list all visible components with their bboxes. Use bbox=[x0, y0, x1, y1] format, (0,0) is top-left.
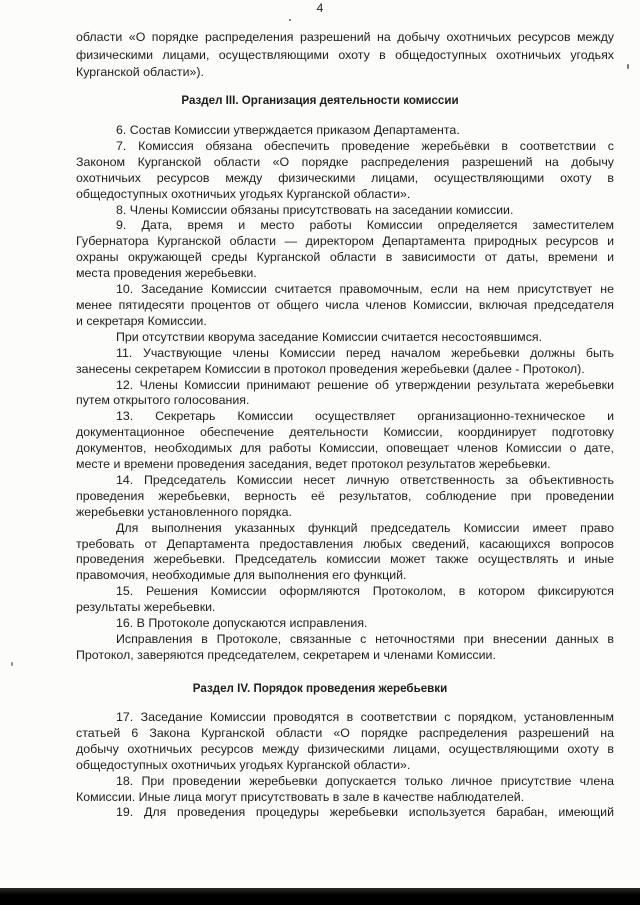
paragraph-10 bbox=[76, 282, 614, 330]
scan-speck bbox=[11, 662, 13, 666]
section-4-body bbox=[76, 710, 614, 821]
text-line: Для выполнения указанных функций председатель Комиссии имеет право bbox=[116, 520, 614, 535]
paragraph-quorum bbox=[76, 330, 614, 346]
text-line: охраны окружающей среды Курганской области в зависимости от даты, времени и bbox=[76, 250, 614, 265]
text-line: Исправления в Протоколе, связанные с неточностями при внесении данных в bbox=[116, 632, 614, 646]
paragraph-14 bbox=[76, 473, 614, 521]
paragraph-13 bbox=[76, 409, 614, 473]
text-line: менее пятидесяти процентов от общего числа членов Комиссии, включая председателя bbox=[76, 297, 614, 312]
text-line: статьей 6 Закона Курганской области «О порядке распределения разрешений на bbox=[76, 725, 614, 740]
text-line: путем открытого голосования. bbox=[76, 393, 250, 408]
text-line: 19. Для проведения процедуры жеребьевки используется барабан, имеющий bbox=[116, 805, 614, 820]
paragraph-15 bbox=[76, 584, 614, 616]
text-line: правомочия, необходимые для выполнения его функций. bbox=[76, 568, 407, 583]
text-line: Протокол, заверяются председателем, секретарем и членами Комиссии. bbox=[76, 647, 496, 662]
paragraph-17 bbox=[76, 710, 614, 774]
text-line: 15. Решения Комиссии оформляются Протоколом, в котором фиксируются bbox=[116, 584, 614, 599]
text-line: 16. В Протоколе допускаются исправления. bbox=[116, 616, 368, 631]
text-line: 13. Секретарь Комиссии осуществляет организационно-техническое и bbox=[116, 409, 614, 424]
text-line: общедоступных охотничьих угодьях Курганской области». bbox=[76, 757, 411, 772]
text-line: области «О порядке распределения разрешений на добычу охотничьих ресурсов между bbox=[76, 30, 614, 44]
paragraph-corrections bbox=[76, 632, 614, 664]
text-line: и секретаря Комиссии. bbox=[76, 313, 207, 328]
text-line: 9. Дата, время и место работы Комиссии определяется заместителем bbox=[116, 218, 614, 233]
page-number: 4 bbox=[316, 1, 324, 15]
text-line: жеребьевки установленного порядка. bbox=[76, 504, 292, 519]
text-line: Губернатора Курганской области — директором Департамента природных ресурсов и bbox=[76, 234, 614, 249]
text-line: занесены секретарем Комиссии в протокол проведения жеребьевки (далее - Протокол). bbox=[76, 361, 585, 376]
text-line: общедоступных охотничьих угодьях Курганской области». bbox=[76, 186, 411, 201]
section-3-body bbox=[76, 123, 614, 664]
text-line: документов, необходимых для работы Комиссии, оповещает членов Комиссии о дате, bbox=[76, 441, 614, 456]
text-line: места проведения жеребьевки. bbox=[76, 266, 257, 281]
paragraph-19 bbox=[76, 805, 614, 821]
paragraph-8 bbox=[76, 203, 614, 219]
text-line: 11. Участвующие члены Комиссии перед началом жеребьевки должны быть bbox=[116, 345, 614, 360]
paragraph-18 bbox=[76, 774, 614, 806]
paragraph-6 bbox=[76, 123, 614, 139]
text-line: 6. Состав Комиссии утверждается приказом Департамента. bbox=[116, 123, 460, 137]
scan-speck bbox=[289, 19, 291, 21]
text-line: требовать от Департамента предоставления любых сведений, касающихся вопросов bbox=[76, 536, 614, 551]
text-line: 7. Комиссия обязана обеспечить проведение жеребьёвки в соответствии с bbox=[116, 138, 614, 153]
text-line: месте и времени проведения заседания, ведет протокол результатов жеребьевки. bbox=[76, 457, 551, 472]
text-line: Законом Курганской области «О порядке распределения разрешений на добычу bbox=[76, 154, 614, 169]
text-line: документационное обеспечение деятельности Комиссии, координирует подготовку bbox=[76, 425, 614, 440]
text-line: 18. При проведении жеребьевки допускается только личное присутствие члена bbox=[116, 773, 614, 788]
text-line: добычу охотничьих ресурсов между физическими лицами, осуществляющими охоту в bbox=[76, 741, 614, 756]
text-line: 10. Заседание Комиссии считается правомочным, если на нем присутствует не bbox=[116, 282, 614, 297]
text-line: 8. Члены Комиссии обязаны присутствовать на заседании комиссии. bbox=[116, 202, 514, 217]
paragraph-16 bbox=[76, 616, 614, 632]
paragraph-9 bbox=[76, 218, 614, 282]
paragraph-chairman-powers bbox=[76, 521, 614, 585]
text-line: 14. Председатель Комиссии несет личную ответственность за объективность bbox=[116, 472, 614, 487]
text-line: 12. Члены Комиссии принимают решение об утверждении результата жеребьевки bbox=[116, 377, 614, 392]
paragraph-12 bbox=[76, 378, 614, 410]
scan-edge-shadow bbox=[0, 888, 640, 905]
text-line: проведения жеребьевки, верность её результатов, соблюдение при проведении bbox=[76, 488, 614, 503]
section-4-heading: Раздел IV. Порядок проведения жеребьевки bbox=[192, 682, 448, 695]
scan-speck bbox=[627, 64, 629, 69]
paragraph-7 bbox=[76, 139, 614, 203]
text-line: проведения жеребьевки. Председатель комиссии может также осуществлять и иные bbox=[76, 552, 614, 567]
intro-paragraph bbox=[76, 29, 614, 82]
section-3-heading: Раздел III. Организация деятельности комиссии bbox=[181, 94, 459, 107]
text-line: физическими лицами, осуществляющими охоту в общедоступных охотничьих угодьях bbox=[76, 47, 614, 62]
text-line: При отсутствии кворума заседание Комиссии считается несостоявшимся. bbox=[116, 329, 543, 344]
text-line: Комиссии. Иные лица могут присутствовать в зале в качестве наблюдателей. bbox=[76, 789, 525, 804]
text-line: охотничьих ресурсов между физическими лицами, осуществляющими охоту в bbox=[76, 170, 614, 185]
text-line: результаты жеребьевки. bbox=[76, 600, 216, 615]
text-line: 17. Заседание Комиссии проводятся в соответствии с порядком, установленным bbox=[116, 710, 614, 724]
text-line: Курганской области»). bbox=[76, 65, 204, 79]
paragraph-11 bbox=[76, 346, 614, 378]
